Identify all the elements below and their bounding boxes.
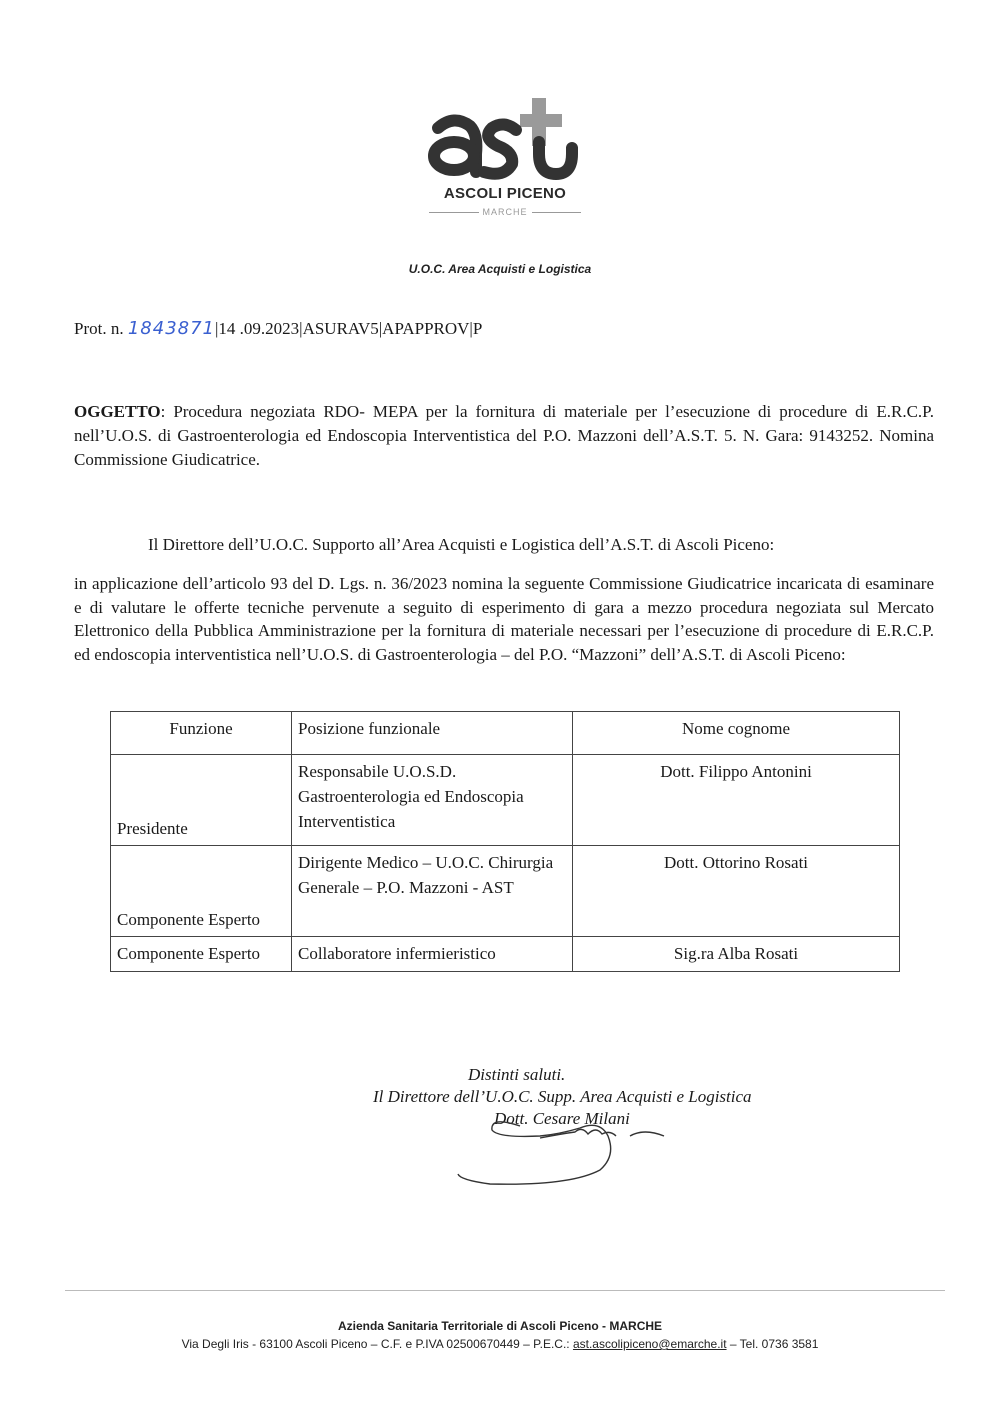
header-nome: Nome cognome bbox=[573, 712, 900, 755]
cell-posizione: Dirigente Medico – U.O.C. Chirurgia Generale – P.O. Mazzoni - AST bbox=[292, 846, 573, 937]
header-funzione: Funzione bbox=[111, 712, 292, 755]
logo-region-label: MARCHE bbox=[482, 207, 528, 217]
body-paragraph: in applicazione dell’articolo 93 del D. Lgs. n. 36/2023 nomina la seguente Commissione Giudicatrice incaricata di esaminare e di valutare le offerte tecniche pervenute a seguito di esperimento di gara a mezzo procedura negoziata sul Mercato Elettronico della Pubblica Amministrazione per la fornitura di materiale necessari per l’esecuzione di procedure di E.R.C.P. ed endoscopia interventistica nell’U.O.S. di Gastroenterologia – del P.O. “Mazzoni” dell’A.S.T. di Ascoli Piceno: bbox=[74, 574, 934, 664]
header-posizione: Posizione funzionale bbox=[292, 712, 573, 755]
closing-role: Il Direttore dell’U.O.C. Supp. Area Acquisti e Logistica bbox=[373, 1087, 752, 1106]
subject-label: OGGETTO bbox=[74, 402, 161, 421]
signature-icon bbox=[450, 1108, 680, 1193]
cell-posizione: Collaboratore infermieristico bbox=[292, 937, 573, 972]
footer-organization: Azienda Sanitaria Territoriale di Ascoli Piceno - MARCHE bbox=[337, 1319, 663, 1333]
subject-text: : Procedura negoziata RDO- MEPA per la fornitura di materiale per l’esecuzione di procedure di E.R.C.P. nell’U.O.S. di Gastroenterologia ed Endoscopia Interventistica del P.O. Mazzoni dell’A.S.T. 5. N. Gara: 9143252. Nomina Commissione Giudicatrice. bbox=[74, 402, 934, 469]
table-header-row bbox=[111, 712, 900, 755]
cell-funzione: Presidente bbox=[111, 755, 292, 846]
closing-name: Dott. Cesare Milani bbox=[494, 1109, 630, 1128]
intro-line: Il Direttore dell’U.O.C. Supporto all’Area Acquisti e Logistica dell’A.S.T. di Ascoli Piceno: bbox=[148, 535, 775, 554]
department-heading: U.O.C. Area Acquisti e Logistica bbox=[408, 262, 592, 276]
divider bbox=[532, 212, 582, 213]
protocol-line bbox=[74, 318, 482, 339]
logo-city: ASCOLI PICENO bbox=[443, 185, 567, 202]
protocol-prefix: Prot. n. bbox=[74, 319, 124, 338]
closing-greeting: Distinti saluti. bbox=[468, 1065, 566, 1084]
cell-nome: Sig.ra Alba Rosati bbox=[573, 937, 900, 972]
table-row bbox=[111, 755, 900, 846]
footer-phone: – Tel. 0736 3581 bbox=[726, 1337, 819, 1351]
subject-paragraph bbox=[74, 400, 934, 472]
cell-funzione: Componente Esperto bbox=[111, 846, 292, 937]
cell-nome: Dott. Filippo Antonini bbox=[573, 755, 900, 846]
protocol-details: |14 .09.2023|ASURAV5|APAPPROV|P bbox=[215, 319, 483, 338]
ast-logo bbox=[420, 92, 590, 222]
logo-region bbox=[425, 207, 585, 217]
commission-table bbox=[110, 711, 900, 972]
footer-divider bbox=[65, 1290, 945, 1291]
cell-nome: Dott. Ottorino Rosati bbox=[573, 846, 900, 937]
protocol-handwritten-number: 1843871 bbox=[127, 318, 216, 339]
ast-logo-mark-icon bbox=[420, 92, 590, 187]
table-row bbox=[111, 937, 900, 972]
cell-funzione: Componente Esperto bbox=[111, 937, 292, 972]
footer-address-text: Via Degli Iris - 63100 Ascoli Piceno – C.F. e P.IVA 02500670449 – P.E.C.: bbox=[181, 1337, 573, 1351]
table-row bbox=[111, 846, 900, 937]
footer-address bbox=[0, 1337, 1000, 1351]
footer-email-link[interactable]: ast.ascolipiceno@emarche.it bbox=[572, 1337, 727, 1351]
cell-posizione: Responsabile U.O.S.D. Gastroenterologia ed Endoscopia Interventistica bbox=[292, 755, 573, 846]
divider bbox=[429, 212, 479, 213]
